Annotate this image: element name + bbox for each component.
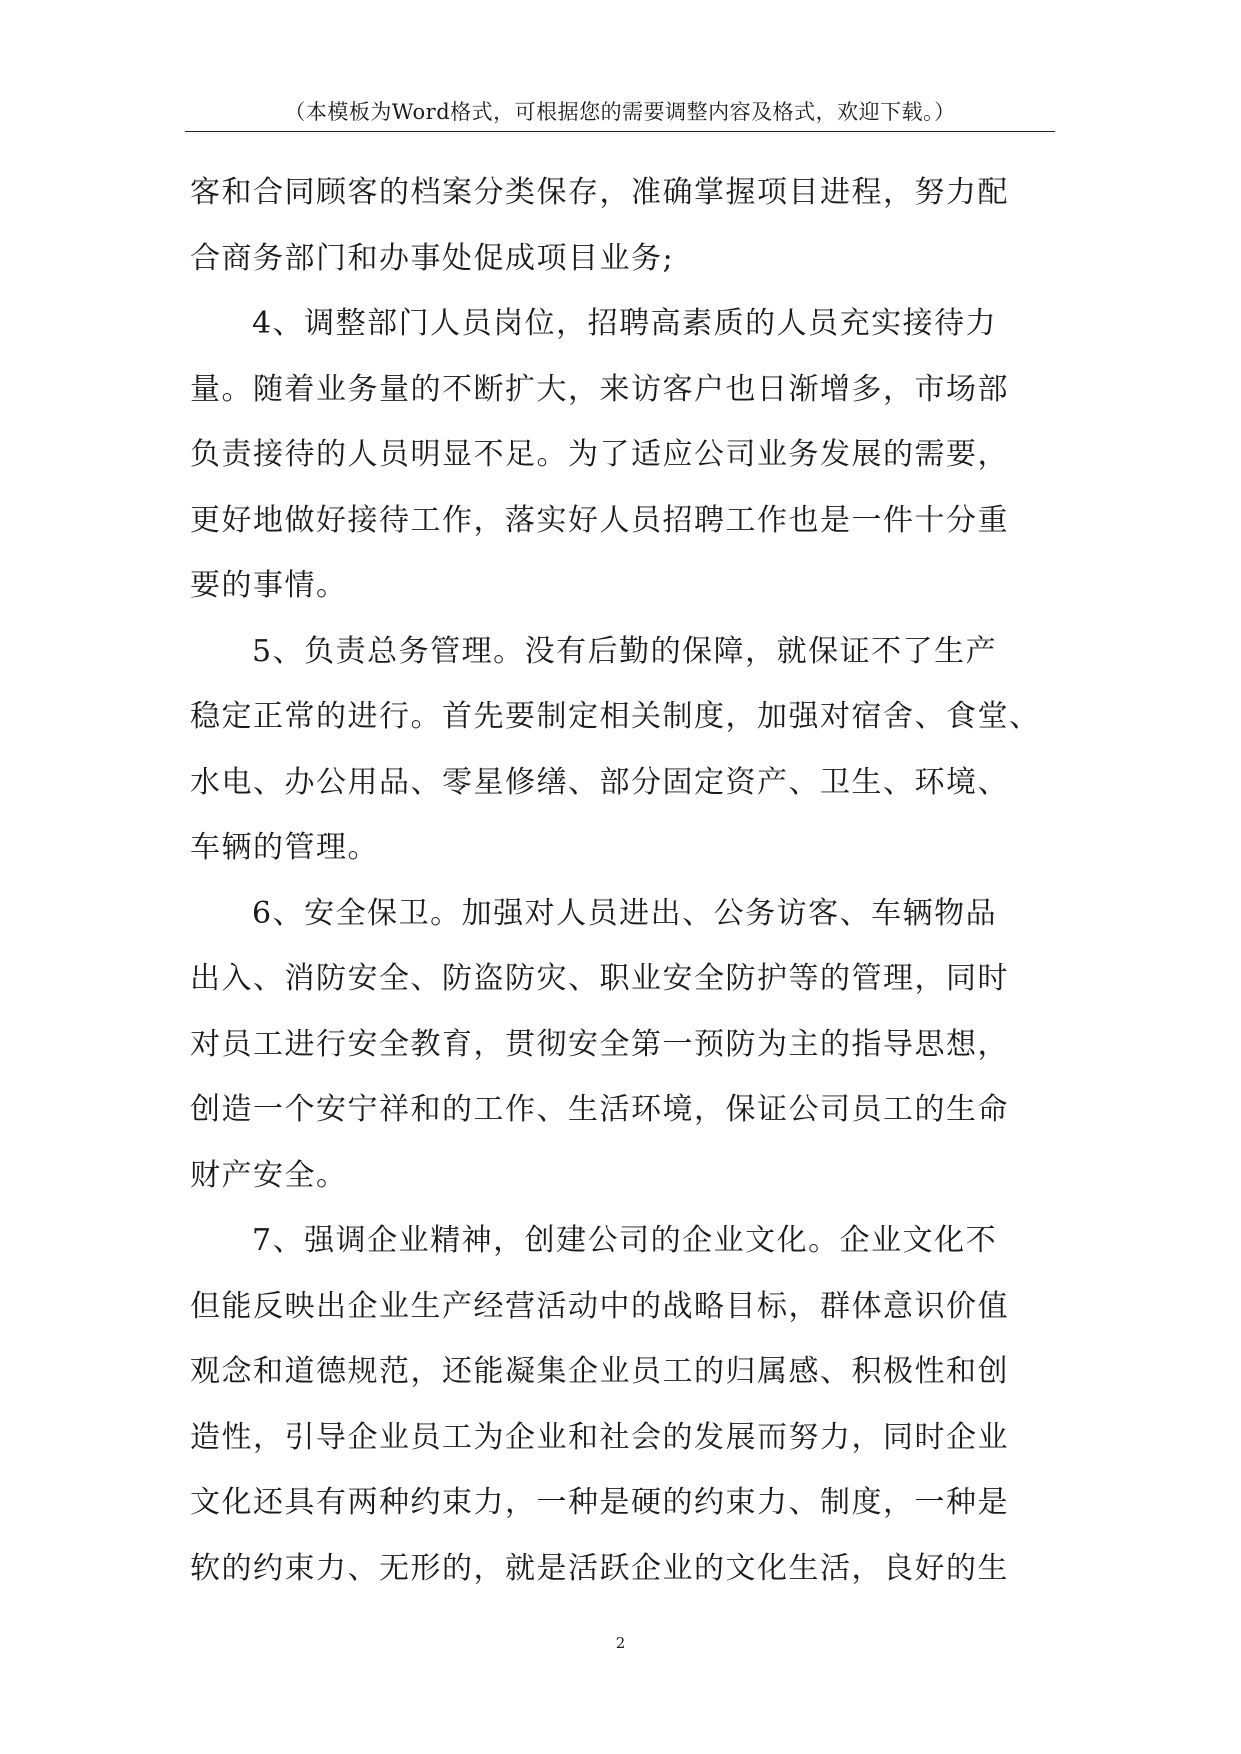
text-line: 创造一个安宁祥和的工作、生活环境，保证公司员工的生命 [190,1092,1009,1127]
document-body [190,160,1080,1601]
text-line: 客和合同顾客的档案分类保存，准确掌握项目进程，努力配 [190,175,1009,210]
text-line: 出入、消防安全、防盗防灾、职业安全防护等的管理，同时 [190,961,1009,996]
text-line: 合商务部门和办事处促成项目业务; [190,240,675,276]
text-line: 财产安全。 [190,1157,348,1193]
page-header-notice: （本模板为Word格式，可根据您的需要调整内容及格式，欢迎下载。） [284,100,956,124]
paragraph-start-6: 6、安全保卫。加强对人员进出、公务访客、车辆物品 [252,895,998,931]
text-line: 稳定正常的进行。首先要制定相关制度，加强对宿舍、食堂、 [190,699,1041,734]
paragraph-start-7: 7、强调企业精神，创建公司的企业文化。企业文化不 [252,1223,998,1258]
text-line: 对员工进行安全教育，贯彻安全第一预防为主的指导思想， [190,1026,1009,1062]
text-line: 量。随着业务量的不断扩大，来访客户也日渐增多，市场部 [190,371,1009,407]
text-line: 观念和道德规范，还能凝集企业员工的归属感、积极性和创 [190,1354,1009,1389]
text-line: 但能反映出企业生产经营活动中的战略目标，群体意识价值 [190,1288,1009,1324]
text-line: 软的约束力、无形的，就是活跃企业的文化生活，良好的生 [190,1550,1009,1586]
header-divider [185,131,1055,132]
text-line: 更好地做好接待工作，落实好人员招聘工作也是一件十分重 [190,502,1009,538]
text-line: 水电、办公用品、零星修缮、部分固定资产、卫生、环境、 [190,764,1009,800]
page-number: 2 [615,1634,626,1652]
paragraph-start-4: 4、调整部门人员岗位，招聘高素质的人员充实接待力 [252,306,998,341]
text-line: 造性，引导企业员工为企业和社会的发展而努力，同时企业 [190,1419,1009,1455]
paragraph-start-5: 5、负责总务管理。没有后勤的保障，就保证不了生产 [252,633,998,669]
text-line: 负责接待的人员明显不足。为了适应公司业务发展的需要， [190,437,1009,472]
text-line: 要的事情。 [190,568,348,603]
text-line: 车辆的管理。 [190,830,379,865]
text-line: 文化还具有两种约束力，一种是硬的约束力、制度，一种是 [190,1485,1009,1520]
